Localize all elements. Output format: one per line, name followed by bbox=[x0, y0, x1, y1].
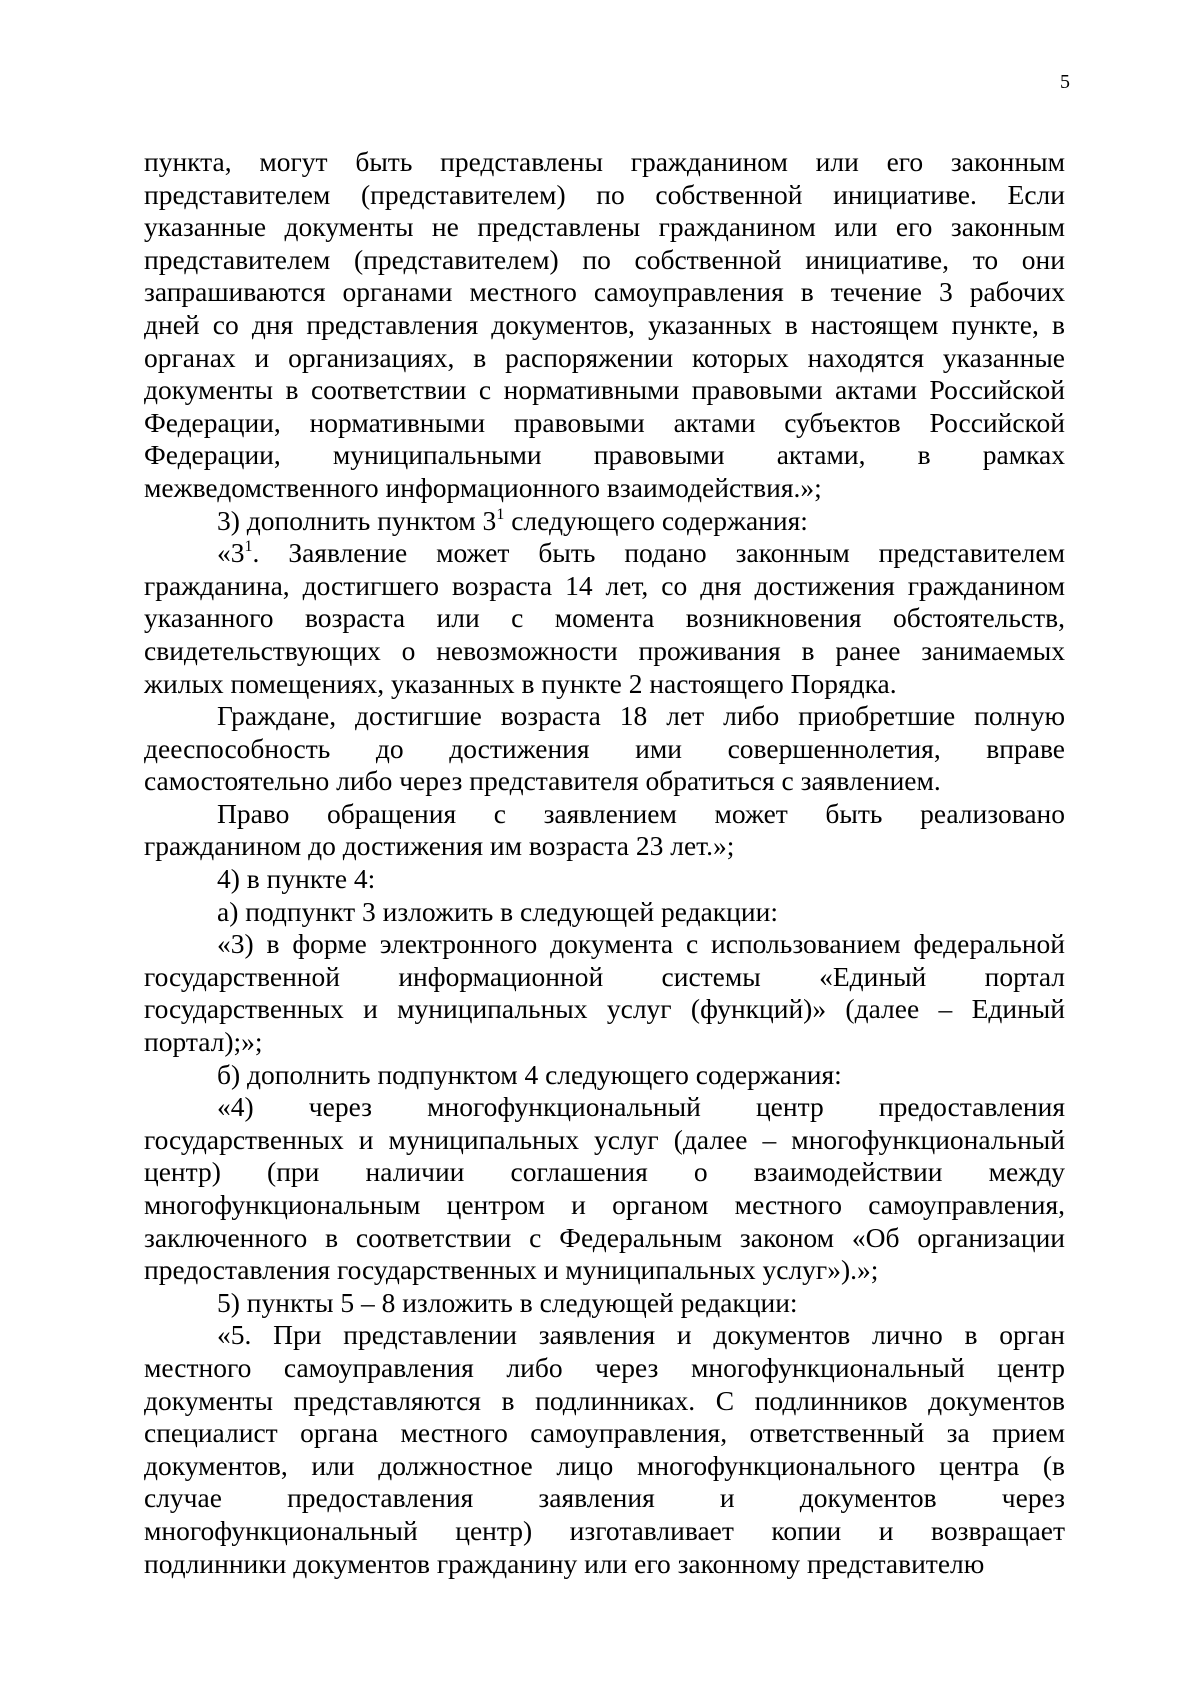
text-line: указанные документы не представлены гражданином или его законным bbox=[144, 211, 1065, 243]
paragraph bbox=[144, 1287, 1065, 1320]
paragraph bbox=[144, 798, 1065, 863]
document-body bbox=[144, 146, 1065, 1580]
text-line: «4) через многофункциональный центр предоставления bbox=[217, 1091, 1065, 1123]
paragraph bbox=[144, 928, 1065, 1058]
text-line: документы в соответствии с нормативными правовыми актами Российской bbox=[144, 374, 1065, 406]
text-line: многофункциональным центром и органом местного самоуправления, bbox=[144, 1189, 1065, 1220]
text-line: предоставления государственных и муниципальных услуг»).»; bbox=[144, 1254, 879, 1286]
paragraph bbox=[144, 896, 1065, 929]
text-line: государственных и муниципальных услуг (функций)» (далее – Единый bbox=[144, 993, 1065, 1025]
text-line: пункта, могут быть представлены гражданином или его законным bbox=[144, 146, 1065, 177]
paragraph bbox=[144, 700, 1065, 798]
text-line: заключенного в соответствии с Федеральным законом «Об организации bbox=[144, 1221, 1065, 1253]
paragraph bbox=[144, 1091, 1065, 1287]
text-line: б) дополнить подпунктом 4 следующего содержания: bbox=[217, 1058, 842, 1090]
text-line: гражданином до достижения им возраста 23 лет.»; bbox=[144, 830, 735, 862]
text-line: многофункциональный центр) изготавливает копии и возвращает bbox=[144, 1514, 1065, 1546]
text-line: портал);»; bbox=[144, 1026, 263, 1058]
paragraph bbox=[144, 1059, 1065, 1092]
text-line: документы представляются в подлинниках. С подлинников документов bbox=[144, 1384, 1065, 1416]
page-number: 5 bbox=[1060, 71, 1070, 93]
text-line: «5. При представлении заявления и документов лично в орган bbox=[217, 1319, 1065, 1351]
text-line: запрашиваются органами местного самоуправления в течение 3 рабочих bbox=[144, 276, 1065, 308]
text-line: жилых помещениях, указанных в пункте 2 настоящего Порядка. bbox=[144, 667, 897, 699]
paragraph bbox=[144, 146, 1065, 505]
text-line: документов, или должностное лицо многофункционального центра (в bbox=[144, 1449, 1065, 1481]
text-line: случае предоставления заявления и документов через bbox=[144, 1482, 1065, 1514]
text-line: межведомственного информационного взаимодействия.»; bbox=[144, 471, 822, 503]
text-line: местного самоуправления либо через многофункциональный центр bbox=[144, 1351, 1065, 1383]
text-line: указанного возраста или с момента возникновения обстоятельств, bbox=[144, 602, 1065, 634]
text-line: самостоятельно либо через представителя обратиться с заявлением. bbox=[144, 765, 941, 797]
text-line: центр) (при наличии соглашения о взаимодействии между bbox=[144, 1156, 1065, 1188]
paragraph bbox=[144, 863, 1065, 896]
text-line: государственных и муниципальных услуг (далее – многофункциональный bbox=[144, 1123, 1065, 1155]
text-line: а) подпункт 3 изложить в следующей редакции: bbox=[217, 895, 778, 927]
paragraph bbox=[144, 505, 1065, 538]
text-line: 3) дополнить пунктом $3^1$ следующего содержания: bbox=[217, 504, 808, 536]
text-line: государственной информационной системы «Единый портал bbox=[144, 960, 1065, 992]
text-line: свидетельствующих о невозможности проживания в ранее занимаемых bbox=[144, 634, 1065, 666]
text-line: представителем (представителем) по собственной инициативе. Если bbox=[144, 178, 1065, 210]
text-line: Федерации, нормативными правовыми актами субъектов Российской bbox=[144, 406, 1065, 438]
paragraph bbox=[144, 1319, 1065, 1580]
text-line: «$3^1$. Заявление может быть подано законным представителем bbox=[217, 537, 1065, 569]
text-line: «3) в форме электронного документа с использованием федеральной bbox=[217, 928, 1065, 960]
text-line: представителем (представителем) по собственной инициативе, то они bbox=[144, 243, 1065, 275]
text-line: гражданина, достигшего возраста 14 лет, со дня достижения гражданином bbox=[144, 569, 1065, 601]
text-line: Граждане, достигшие возраста 18 лет либо приобретшие полную bbox=[217, 700, 1065, 732]
text-line: Федерации, муниципальными правовыми актами, в рамках bbox=[144, 439, 1065, 471]
text-line: специалист органа местного самоуправления, ответственный за прием bbox=[144, 1417, 1065, 1449]
paragraph bbox=[144, 537, 1065, 700]
text-line: 5) пункты 5 – 8 изложить в следующей редакции: bbox=[217, 1286, 798, 1318]
text-line: 4) в пункте 4: bbox=[217, 863, 376, 895]
text-line: подлинники документов гражданину или его законному представителю bbox=[144, 1547, 985, 1579]
text-line: Право обращения с заявлением может быть реализовано bbox=[217, 797, 1065, 829]
text-line: органах и организациях, в распоряжении которых находятся указанные bbox=[144, 341, 1065, 373]
text-line: дней со дня представления документов, указанных в настоящем пункте, в bbox=[144, 308, 1065, 340]
text-line: дееспособность до достижения ими совершеннолетия, вправе bbox=[144, 732, 1065, 764]
